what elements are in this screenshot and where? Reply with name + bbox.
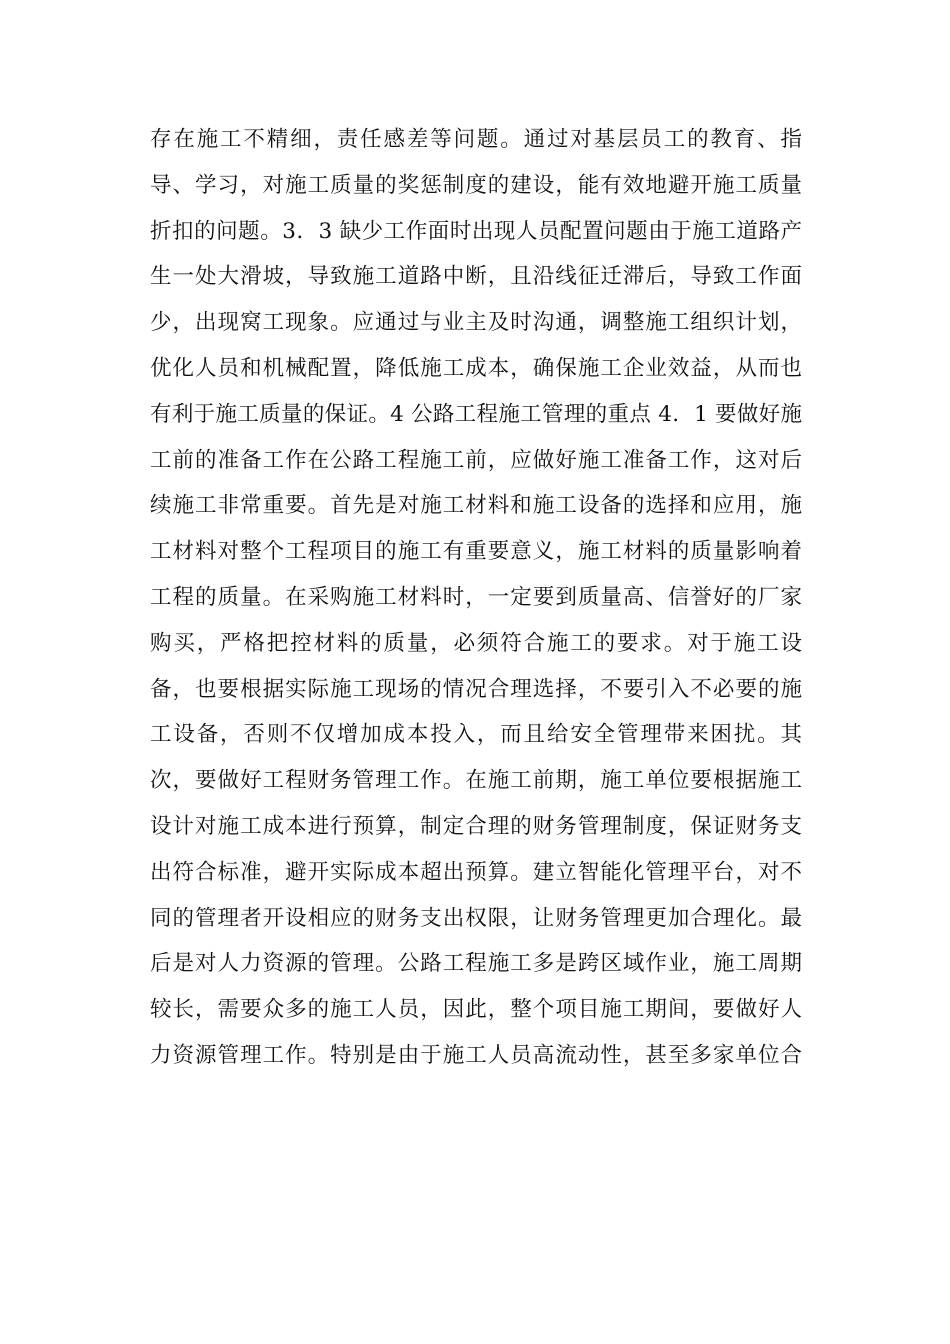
text-line: 工程的质量。在采购施工材料时，一定要到质量高、信誉好的厂家 [150,584,802,610]
text-line: 工设备，否则不仅增加成本投入，而且给安全管理带来困扰。其 [150,722,802,748]
text-line: 较长，需要众多的施工人员，因此，整个项目施工期间，要做好人 [150,997,802,1023]
text-line: 优化人员和机械配置，降低施工成本，确保施工企业效益，从而也 [150,355,802,381]
text-line: 备，也要根据实际施工现场的情况合理选择，不要引入不必要的施 [150,676,802,702]
text-line: 工材料对整个工程项目的施工有重要意义，施工材料的质量影响着 [150,539,802,565]
text-line: 工前的准备工作在公路工程施工前，应做好施工准备工作，这对后 [150,447,802,473]
text-line: 力资源管理工作。特别是由于施工人员高流动性，甚至多家单位合 [150,1042,802,1068]
text-line: 续施工非常重要。首先是对施工材料和施工设备的选择和应用，施 [150,493,802,519]
text-line: 设计对施工成本进行预算，制定合理的财务管理制度，保证财务支 [150,813,802,839]
text-line: 有利于施工质量的保证。4 公路工程施工管理的重点 4．1 要做好施 [150,401,802,427]
text-line: 出符合标准，避开实际成本超出预算。建立智能化管理平台，对不 [150,859,802,885]
body-text [150,117,802,1079]
text-line: 存在施工不精细，责任感差等问题。通过对基层员工的教育、指 [150,127,802,152]
text-line: 同的管理者开设相应的财务支出权限，让财务管理更加合理化。最 [150,905,802,931]
text-line: 后是对人力资源的管理。公路工程施工多是跨区域作业，施工周期 [150,951,802,977]
text-line: 导、学习，对施工质量的奖惩制度的建设，能有效地避开施工质量 [150,172,802,198]
text-line: 生一处大滑坡，导致施工道路中断，且沿线征迁滞后，导致工作面 [150,264,802,290]
text-line: 少，出现窝工现象。应通过与业主及时沟通，调整施工组织计划， [150,310,802,336]
text-line: 购买，严格把控材料的质量，必须符合施工的要求。对于施工设 [150,630,802,656]
text-line: 折扣的问题。3．3 缺少工作面时出现人员配置问题由于施工道路产 [150,218,802,244]
text-line: 次，要做好工程财务管理工作。在施工前期，施工单位要根据施工 [150,768,802,794]
